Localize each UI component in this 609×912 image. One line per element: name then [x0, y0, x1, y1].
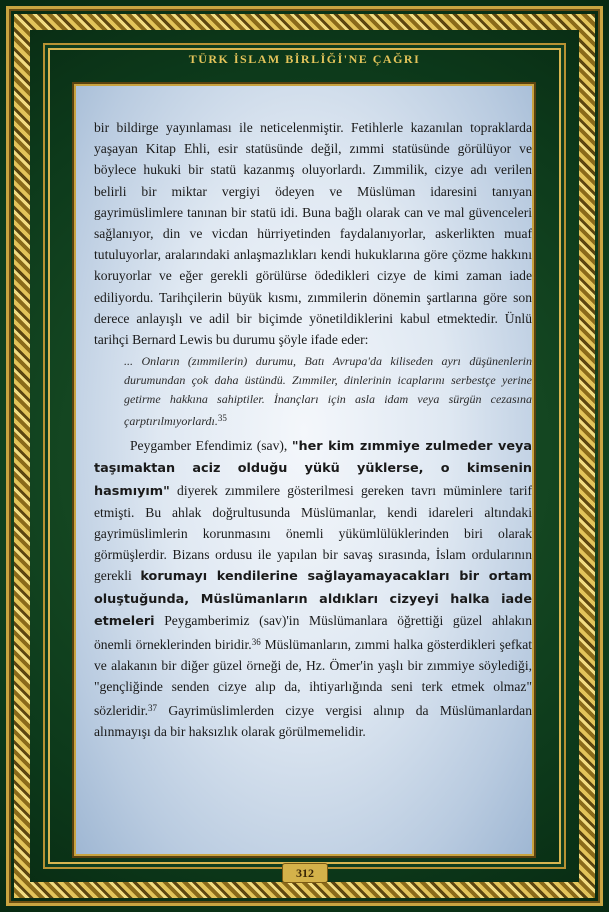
footnote-ref-37: 37: [147, 702, 157, 713]
p2-text-e: Gayrimüslimlerden cizye vergisi alınıp da Müslümanlardan alınmayışı da bir haksızlık olarak görülmemelidir.: [94, 702, 532, 739]
paragraph-1: bir bildirge yayınlaması ile neticelenmiştir. Fetihlerle kazanılan topraklarda yaşayan Kitap Ehli, esir statüsünde değil, zımmi statüsünde görülüyor ve böylece hukuki bir statü kazanmış oluyorlardı. Zımmilik, cizye adı verilen belirli bir miktar vergiyi ödeyen ve Müslüman idaresini tanıyan gayrimüslimlere tanınan bir statü idi. Buna bağlı olarak can ve mal güvenceleri sağlanıyor, din ve vicdan hürriyetinden faydalanıyorlar, askerlikten muaf tutuluyorlar, aralarındaki anlaşmazlıkları kendi hukuklarına göre çözme hakkını koruyorlar ve eğer gerekli görülürse ödedikleri cizye de kimi zaman iade ediliyordu. Tarihçilerin büyük kısmı, zımmilerin dönemin şartlarına göre son derece anlayışlı ve adil bir biçimde yönetildiklerini kabul etmektedir. Ünlü tarihçi Bernard Lewis bu durumu şöyle ifade eder:: [94, 120, 532, 348]
hadith-quote: "her kim zımmiye zulmeder veya taşımaktan aciz olduğu yükü yüklerse, o kimsenin hasmıyım": [94, 439, 532, 499]
footnote-ref-36: 36: [251, 637, 261, 648]
p2-text-d: Müslümanların, zımmi halka gösterdikleri şefkat ve alakanın bir diğer güzel örneği de, Hz. Ömer'in yaşlı bir zımmiye söylediği, "gençliğinde senden cizye alıp da, ihtiyarlığında seni terk etmek olmaz" sözleridir.: [94, 637, 532, 718]
body-text: [94, 117, 532, 742]
footnote-ref-35: 35: [217, 413, 227, 424]
block-quote: [124, 352, 532, 431]
emphasis-cizye-return: korumayı kendilerine sağlayamayacakları bir ortam oluştuğunda, Müslümanların aldıkları cizyeyi halka iade etmeleri: [94, 569, 532, 629]
paragraph-2: [94, 435, 532, 742]
running-header: TÜRK İSLAM BİRLİĞİ'NE ÇAĞRI: [188, 52, 421, 66]
page-number: 312: [282, 863, 328, 883]
p2-text-a: Peygamber Efendimiz (sav),: [130, 438, 292, 454]
p2-text-c: Peygamberimiz (sav)'in Müslümanlara öğrettiği güzel ahlakın önemli örneklerinden biridir.: [94, 612, 532, 653]
quote-text: ... Onların (zımmilerin) durumu, Batı Avrupa'da kiliseden ayrı düşünenlerin durumundan çok daha üstündü. Zımmiler, dinlerinin icaplarını serbestçe yerine getirme hakkına sahiptiler. İnançları için asla idam veya sürgün cezasına çarptırılmıyorlardı.: [124, 354, 532, 429]
p2-text-b: diyerek zımmilere gösterilmesi gereken tavrı müminlere tarif etmişti. Bu ahlak doğrultusunda Müslümanlar, kendi idareleri altındaki gayrimüslimlerin korunmasını önemli yükümlülüklerinden biri olarak görmüşlerdir. Bizans ordusu ile yapılan bir savaş sırasında, İslam ordularının gerekli: [94, 482, 532, 584]
